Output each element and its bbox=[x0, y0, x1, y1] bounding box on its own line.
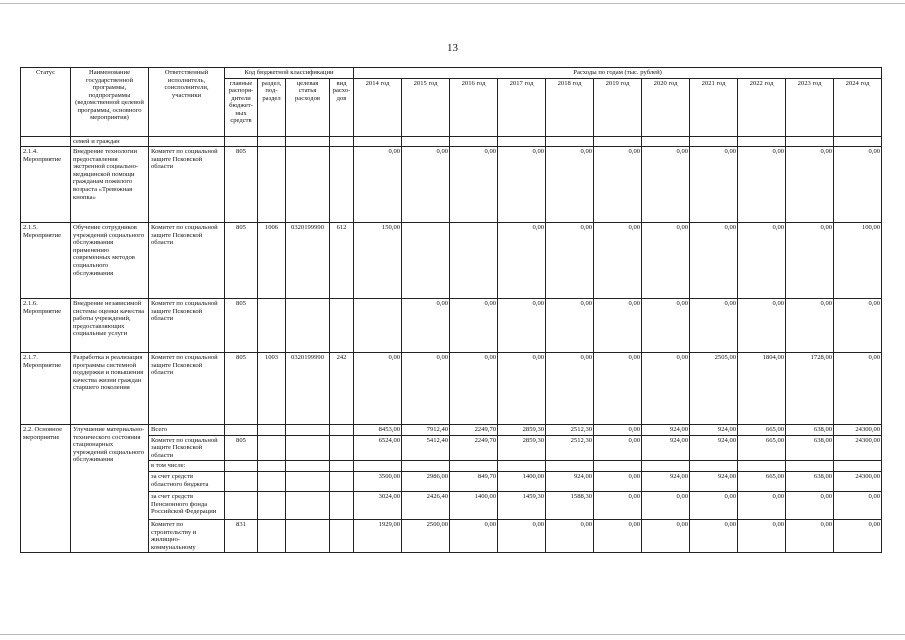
row-value: 0,00 bbox=[786, 520, 834, 553]
row-grbs bbox=[225, 461, 258, 472]
row-name: Обучение сотрудников учреждений социального обслуживания применению современных методов социального обслуживания bbox=[71, 223, 149, 299]
row-grbs: 805 bbox=[225, 353, 258, 425]
row-value: 0,00 bbox=[450, 299, 498, 353]
row-value bbox=[690, 461, 738, 472]
row-value: 665,00 bbox=[738, 435, 786, 461]
row-target bbox=[286, 425, 330, 436]
row-value bbox=[546, 461, 594, 472]
col-code-group: Код бюджетной классификации bbox=[225, 68, 354, 79]
row-value: 638,00 bbox=[786, 425, 834, 436]
row-grbs bbox=[225, 425, 258, 436]
row-value: 2512,30 bbox=[546, 425, 594, 436]
row-value: 24300,00 bbox=[834, 435, 882, 461]
row-executor: за счет средств Пенсионного фонда Российской Федерации bbox=[149, 492, 225, 520]
table-row bbox=[21, 147, 882, 223]
col-year: 2014 год bbox=[354, 78, 402, 136]
row-value bbox=[402, 461, 450, 472]
row-executor: Комитет по социальной защите Псковской области bbox=[149, 299, 225, 353]
row-target bbox=[286, 147, 330, 223]
table-row bbox=[21, 472, 882, 492]
row-value bbox=[594, 461, 642, 472]
row-value: 0,00 bbox=[594, 353, 642, 425]
row-value: 1459,30 bbox=[498, 492, 546, 520]
row-name: Разработка и реализация программы системной поддержки и повышения качества жизни граждан старшего поколения bbox=[71, 353, 149, 425]
col-year: 2023 год bbox=[786, 78, 834, 136]
table-row bbox=[21, 425, 882, 436]
row-value: 0,00 bbox=[402, 147, 450, 223]
row-target bbox=[286, 472, 330, 492]
col-year: 2019 год bbox=[594, 78, 642, 136]
row-type bbox=[330, 147, 354, 223]
row-value: 924,00 bbox=[642, 435, 690, 461]
row-target: 0320199990 bbox=[286, 353, 330, 425]
row-value: 0,00 bbox=[546, 147, 594, 223]
row-status: 2.1.5. Мероприятие bbox=[21, 223, 71, 299]
row-value: 924,00 bbox=[642, 472, 690, 492]
row-value: 0,00 bbox=[450, 147, 498, 223]
row-value: 924,00 bbox=[690, 472, 738, 492]
row-value: 638,00 bbox=[786, 472, 834, 492]
row-value: 0,00 bbox=[498, 520, 546, 553]
row-section bbox=[258, 425, 286, 436]
row-value bbox=[642, 461, 690, 472]
row-value: 1400,00 bbox=[498, 472, 546, 492]
row-value: 1728,00 bbox=[786, 353, 834, 425]
row-section bbox=[258, 147, 286, 223]
row-value: 1588,30 bbox=[546, 492, 594, 520]
col-grbs: главные распоря-дители бюджет-ных средств bbox=[225, 78, 258, 136]
row-value: 7912,40 bbox=[402, 425, 450, 436]
row-section bbox=[258, 461, 286, 472]
row-value: 0,00 bbox=[834, 147, 882, 223]
row-value: 924,00 bbox=[546, 472, 594, 492]
row-value: 0,00 bbox=[450, 353, 498, 425]
row-value: 0,00 bbox=[738, 147, 786, 223]
col-year: 2020 год bbox=[642, 78, 690, 136]
row-value: 849,70 bbox=[450, 472, 498, 492]
row-value: 0,00 bbox=[498, 353, 546, 425]
row-value: 24300,00 bbox=[834, 425, 882, 436]
row-executor: в том числе: bbox=[149, 461, 225, 472]
row-value: 0,00 bbox=[546, 520, 594, 553]
row-status: 2.1.4. Мероприятие bbox=[21, 147, 71, 223]
row-value: 638,00 bbox=[786, 435, 834, 461]
row-value: 0,00 bbox=[690, 147, 738, 223]
table-row bbox=[21, 520, 882, 553]
row-value: 2249,70 bbox=[450, 425, 498, 436]
row-value: 2500,00 bbox=[402, 520, 450, 553]
row-executor: за счет средств областного бюджета bbox=[149, 472, 225, 492]
row-value bbox=[498, 461, 546, 472]
row-value: 100,00 bbox=[834, 223, 882, 299]
row-section: 1003 bbox=[258, 353, 286, 425]
row-executor: Комитет по социальной защите Псковской области bbox=[149, 353, 225, 425]
row-type bbox=[330, 492, 354, 520]
col-year: 2017 год bbox=[498, 78, 546, 136]
row-grbs: 805 bbox=[225, 299, 258, 353]
row-value bbox=[738, 461, 786, 472]
row-status: 2.2. Основное мероприятие bbox=[21, 425, 71, 553]
row-value: 0,00 bbox=[594, 223, 642, 299]
row-value: 8453,00 bbox=[354, 425, 402, 436]
row-value: 0,00 bbox=[786, 299, 834, 353]
row-value: 0,00 bbox=[402, 353, 450, 425]
row-grbs: 805 bbox=[225, 147, 258, 223]
table-row bbox=[21, 461, 882, 472]
col-expenses-group: Расходы по годам (тыс. рублей) bbox=[354, 68, 882, 79]
row-section: 1006 bbox=[258, 223, 286, 299]
row-value: 6524,00 bbox=[354, 435, 402, 461]
col-type: вид расхо-дов bbox=[330, 78, 354, 136]
row-value bbox=[402, 223, 450, 299]
row-value: 0,00 bbox=[786, 147, 834, 223]
row-value: 0,00 bbox=[642, 223, 690, 299]
row-value: 5412,40 bbox=[402, 435, 450, 461]
row-grbs: 805 bbox=[225, 223, 258, 299]
row-value: 924,00 bbox=[642, 425, 690, 436]
row-target bbox=[286, 492, 330, 520]
row-value: 0,00 bbox=[642, 147, 690, 223]
row-value bbox=[834, 461, 882, 472]
row-section bbox=[258, 435, 286, 461]
row-executor: Всего bbox=[149, 425, 225, 436]
row-value: 0,00 bbox=[546, 223, 594, 299]
row-value: 0,00 bbox=[354, 147, 402, 223]
row-value: 0,00 bbox=[642, 520, 690, 553]
col-year: 2018 год bbox=[546, 78, 594, 136]
row-value: 924,00 bbox=[690, 425, 738, 436]
row-value: 3024,00 bbox=[354, 492, 402, 520]
row-section bbox=[258, 520, 286, 553]
row-value: 0,00 bbox=[834, 492, 882, 520]
table-row bbox=[21, 492, 882, 520]
budget-table bbox=[20, 67, 882, 553]
row-value: 3500,00 bbox=[354, 472, 402, 492]
row-value: 0,00 bbox=[642, 353, 690, 425]
row-value: 2512,30 bbox=[546, 435, 594, 461]
row-value: 0,00 bbox=[354, 353, 402, 425]
row-value: 665,00 bbox=[738, 425, 786, 436]
row-type bbox=[330, 472, 354, 492]
row-value: 24300,00 bbox=[834, 472, 882, 492]
row-value: 0,00 bbox=[834, 299, 882, 353]
row-value: 2859,30 bbox=[498, 425, 546, 436]
row-type bbox=[330, 299, 354, 353]
row-value: 0,00 bbox=[738, 299, 786, 353]
row-value: 0,00 bbox=[642, 299, 690, 353]
row-type bbox=[330, 461, 354, 472]
row-value: 0,00 bbox=[594, 492, 642, 520]
row-value: 0,00 bbox=[594, 425, 642, 436]
row-target: 0320199990 bbox=[286, 223, 330, 299]
row-target bbox=[286, 461, 330, 472]
row-value: 0,00 bbox=[834, 353, 882, 425]
row-value bbox=[786, 461, 834, 472]
col-year: 2024 год bbox=[834, 78, 882, 136]
row-value: 0,00 bbox=[546, 299, 594, 353]
row-value bbox=[354, 461, 402, 472]
row-grbs bbox=[225, 492, 258, 520]
row-value: 0,00 bbox=[786, 492, 834, 520]
row-value: 0,00 bbox=[690, 492, 738, 520]
table-row bbox=[21, 435, 882, 461]
row-executor: Комитет по социальной защите Псковской области bbox=[149, 435, 225, 461]
row-value: 0,00 bbox=[690, 520, 738, 553]
row-type: 612 bbox=[330, 223, 354, 299]
row-target bbox=[286, 299, 330, 353]
page-number: 13 bbox=[447, 42, 458, 54]
row-section bbox=[258, 472, 286, 492]
col-target: целевая статья расходов bbox=[286, 78, 330, 136]
table-row bbox=[21, 353, 882, 425]
row-grbs: 805 bbox=[225, 435, 258, 461]
row-name: Внедрение технологии предоставления экстренной социально-медицинской помощи гражданам пожилого возраста «Тревожная кнопка» bbox=[71, 147, 149, 223]
continuation-text: семей и граждан bbox=[71, 136, 149, 147]
row-value: 0,00 bbox=[546, 353, 594, 425]
row-value: 924,00 bbox=[690, 435, 738, 461]
row-value: 1804,00 bbox=[738, 353, 786, 425]
row-value: 0,00 bbox=[594, 299, 642, 353]
row-executor: Комитет по строительству и жилищно-коммунальному bbox=[149, 520, 225, 553]
row-value: 0,00 bbox=[642, 492, 690, 520]
row-value: 1400,00 bbox=[450, 492, 498, 520]
row-value: 2986,00 bbox=[402, 472, 450, 492]
col-status: Статус bbox=[21, 68, 71, 137]
row-name: Внедрение независимой системы оценки качества работы учреждений, предоставляющих социальные услуги bbox=[71, 299, 149, 353]
col-year: 2016 год bbox=[450, 78, 498, 136]
row-type bbox=[330, 425, 354, 436]
row-type: 242 bbox=[330, 353, 354, 425]
row-value: 0,00 bbox=[786, 223, 834, 299]
row-value: 0,00 bbox=[498, 299, 546, 353]
row-executor: Комитет по социальной защите Псковской области bbox=[149, 147, 225, 223]
row-value: 0,00 bbox=[594, 472, 642, 492]
row-value: 0,00 bbox=[738, 520, 786, 553]
table-row bbox=[21, 299, 882, 353]
row-value: 665,00 bbox=[738, 472, 786, 492]
row-value: 2505,00 bbox=[690, 353, 738, 425]
row-target bbox=[286, 435, 330, 461]
row-value: 2426,40 bbox=[402, 492, 450, 520]
row-value: 0,00 bbox=[498, 223, 546, 299]
row-value: 0,00 bbox=[594, 147, 642, 223]
row-grbs bbox=[225, 472, 258, 492]
col-year: 2015 год bbox=[402, 78, 450, 136]
row-value: 1929,00 bbox=[354, 520, 402, 553]
col-year: 2022 год bbox=[738, 78, 786, 136]
row-executor: Комитет по социальной защите Псковской области bbox=[149, 223, 225, 299]
row-value: 0,00 bbox=[738, 492, 786, 520]
row-value: 2859,30 bbox=[498, 435, 546, 461]
row-value: 0,00 bbox=[498, 147, 546, 223]
row-target bbox=[286, 520, 330, 553]
row-value: 0,00 bbox=[690, 299, 738, 353]
row-value bbox=[354, 299, 402, 353]
row-value: 0,00 bbox=[450, 520, 498, 553]
row-name: Улучшение материально-технического состояния стационарных учреждений социального обслуживания bbox=[71, 425, 149, 553]
row-section bbox=[258, 492, 286, 520]
col-name: Наименование государственной программы, подпрограммы (ведомственной целевой программы, основного мероприятия) bbox=[71, 68, 149, 137]
row-type bbox=[330, 435, 354, 461]
row-value: 0,00 bbox=[594, 520, 642, 553]
row-value: 0,00 bbox=[834, 520, 882, 553]
row-value: 0,00 bbox=[402, 299, 450, 353]
table-row bbox=[21, 223, 882, 299]
row-value: 0,00 bbox=[738, 223, 786, 299]
col-executor: Ответственный исполнитель, соисполнители, участники bbox=[149, 68, 225, 137]
row-type bbox=[330, 520, 354, 553]
row-value bbox=[450, 461, 498, 472]
row-status: 2.1.6. Мероприятие bbox=[21, 299, 71, 353]
row-value: 0,00 bbox=[690, 223, 738, 299]
row-status: 2.1.7. Мероприятие bbox=[21, 353, 71, 425]
row-value: 150,00 bbox=[354, 223, 402, 299]
row-grbs: 831 bbox=[225, 520, 258, 553]
col-section: раздел, под-раздел bbox=[258, 78, 286, 136]
row-value: 2249,70 bbox=[450, 435, 498, 461]
row-value: 0,00 bbox=[594, 435, 642, 461]
row-value bbox=[450, 223, 498, 299]
col-year: 2021 год bbox=[690, 78, 738, 136]
row-section bbox=[258, 299, 286, 353]
